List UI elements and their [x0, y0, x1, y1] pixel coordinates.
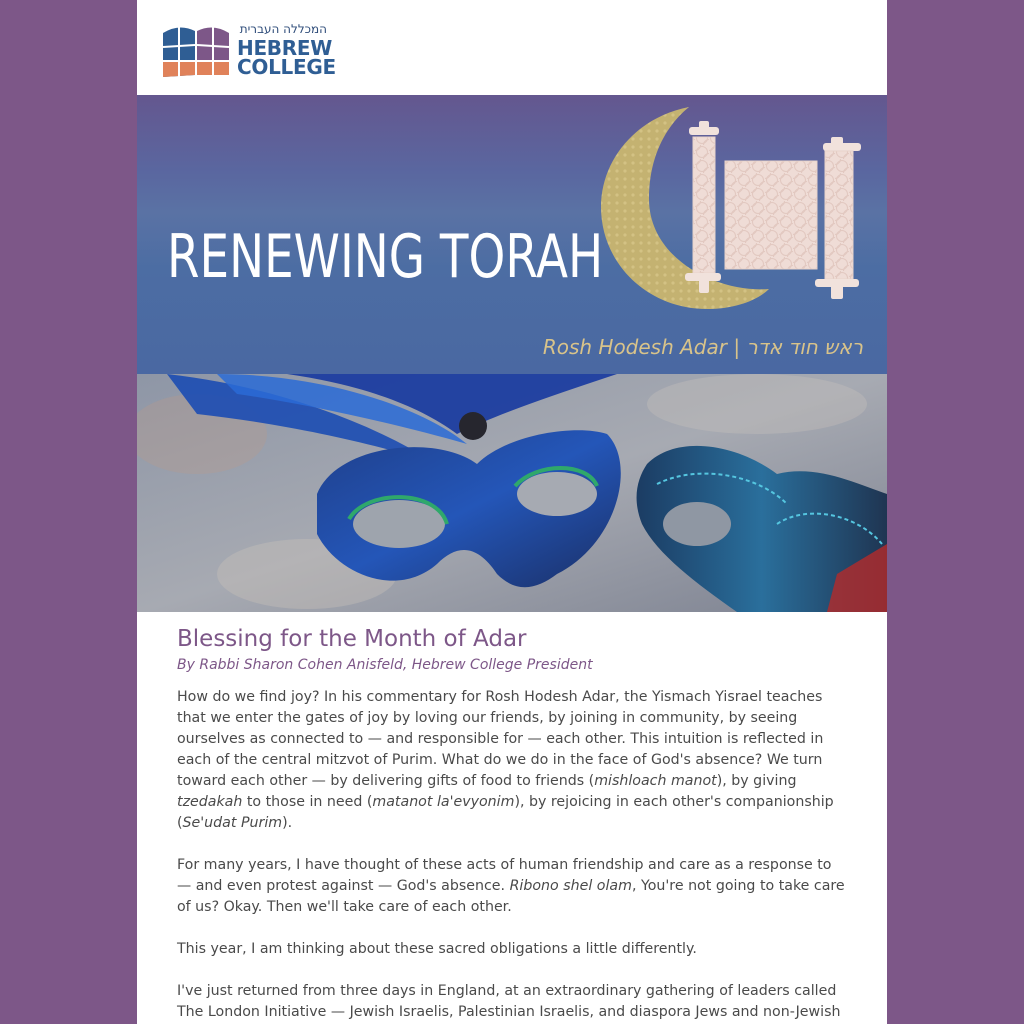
- moon-and-scroll-illustration-icon: [597, 103, 872, 313]
- hero-subtitle: Rosh Hodesh Adar | ראש חוד אדר: [542, 335, 863, 359]
- hero-title: RENEWING TORAH: [167, 222, 604, 292]
- hebrew-college-logo[interactable]: [163, 22, 336, 79]
- logo-hebrew-name: המכללה העברית: [239, 22, 327, 36]
- emphasis-seudat-purim: Se'udat Purim: [182, 815, 283, 831]
- paragraph-1: [177, 687, 849, 834]
- text-span: , You're not going to take care of us? Okay. Then we'll take care of each other.: [177, 878, 845, 915]
- emphasis-mishloach-manot: mishloach manot: [594, 773, 717, 789]
- article-title: Blessing for the Month of Adar: [177, 626, 527, 652]
- college-windows-logo-icon: [163, 25, 231, 77]
- text-span: ), by rejoicing in each other's companionship (: [177, 794, 834, 831]
- logo-word-hebrew: HEBREW: [237, 36, 332, 60]
- text-span: For many years, I have thought of these acts of human friendship and care as a response to — and even protest against — God's absence.: [177, 857, 832, 894]
- emphasis-tzedakah: tzedakah: [177, 794, 243, 810]
- text-span: ), by giving: [716, 773, 797, 789]
- logo-word-college: COLLEGE: [237, 55, 336, 79]
- email-page: [137, 0, 887, 1024]
- article-byline: By Rabbi Sharon Cohen Anisfeld, Hebrew College President: [177, 657, 593, 673]
- hero-banner: [137, 95, 887, 374]
- paragraph-3: This year, I am thinking about these sacred obligations a little differently.: [177, 941, 697, 957]
- article: [177, 624, 849, 1024]
- text-span: to those in need (: [242, 794, 373, 810]
- paragraph-4: I've just returned from three days in England, at an extraordinary gathering of leaders called The London Initiative — Jewish Israelis, Palestinian Israelis, and diaspora Jews and non-Jewish: [177, 983, 841, 1020]
- emphasis-matanot-laevyonim: matanot la'evyonim: [372, 794, 515, 810]
- purim-masks-photo: [137, 374, 887, 612]
- paragraph-2: [177, 855, 849, 918]
- header-bar: [137, 0, 887, 95]
- text-span: ).: [282, 815, 293, 831]
- text-span: How do we find joy? In his commentary for Rosh Hodesh Adar, the Yismach Yisrael teaches that we enter the gates of joy by loving our friends, by joining in community, by seeing ourselves as connected to — and responsible for — each other. This intuition is reflected in each of the central mitzvot of Purim. What do we do in the face of God's absence? We turn toward each other — by delivering gifts of food to friends (: [177, 689, 824, 789]
- article-body: [177, 687, 849, 1023]
- emphasis-ribono-shel-olam: Ribono shel olam: [509, 878, 632, 894]
